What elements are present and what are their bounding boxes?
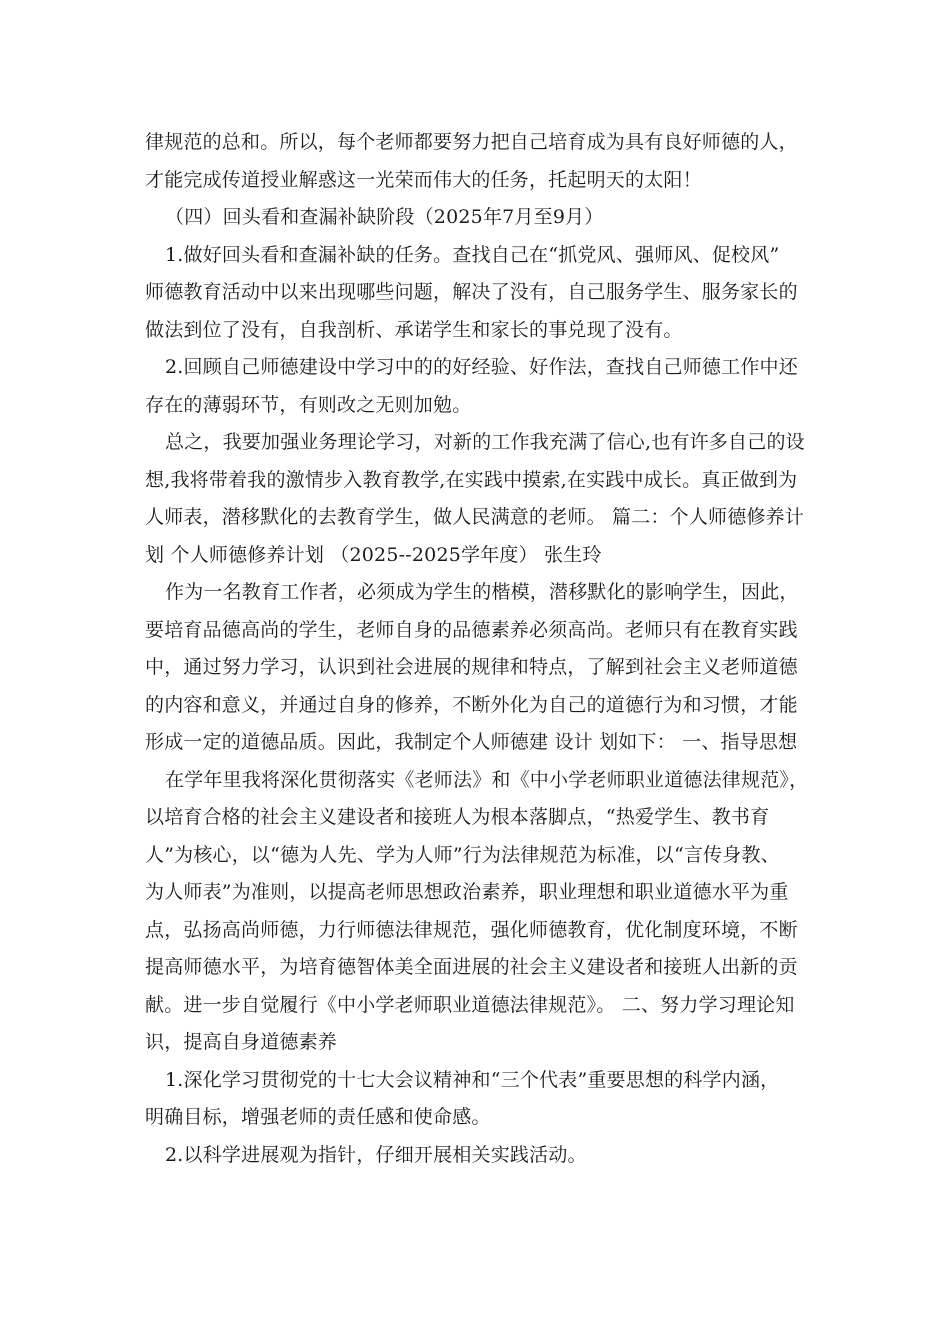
text-line: 点，弘扬高尚师德，力行师德法律规范，强化师德教育，优化制度环境，不断 <box>145 918 798 941</box>
text-line: 2.以科学进展观为指针，仔细开展相关实践活动。 <box>165 1143 587 1166</box>
text-line: 要培育品德高尚的学生，老师自身的品德素养必须高尚。老师只有在教育实践 <box>145 618 798 641</box>
text-line: 师德教育活动中以来出现哪些问题，解决了没有，自己服务学生、服务家长的 <box>145 281 798 303</box>
text-line: 以培育合格的社会主义建设者和接班人为根本落脚点，“热爱学生、教书育 <box>145 806 770 828</box>
text-line: 识，提高自身道德素养 <box>145 1031 338 1053</box>
text-line: 总之，我要加强业务理论学习，对新的工作我充满了信心,也有许多自己的设 <box>165 431 805 453</box>
text-line: 明确目标，增强老师的责任感和使命感。 <box>145 1106 491 1128</box>
text-line: 中，通过努力学习，认识到社会进展的规律和特点，了解到社会主义老师道德 <box>145 656 798 678</box>
text-line: 在学年里我将深化贯彻落实《老师法》和《中小学老师职业道德法律规范》， <box>165 768 809 791</box>
text-line: 作为一名教育工作者，必须成为学生的楷模，潜移默化的影响学生，因此， <box>165 581 799 603</box>
text-line: 献。进一步自觉履行《中小学老师职业道德法律规范》。 二、努力学习理论知 <box>145 993 795 1016</box>
text-line: 的内容和意义，并通过自身的修养，不断外化为自己的道德行为和习惯，才能 <box>145 693 798 716</box>
text-line: 1.深化学习贯彻党的十七大会议精神和“三个代表”重要思想的科学内涵， <box>165 1068 780 1091</box>
text-line: 存在的薄弱环节，有则改之无则加勉。 <box>145 393 472 416</box>
document-body <box>145 124 810 1174</box>
section-heading: （四）回头看和查漏补缺阶段（2025年7月至9月） <box>165 206 604 228</box>
text-line: 做法到位了没有，自我剖析、承诺学生和家长的事兑现了没有。 <box>145 318 683 341</box>
text-line: 人师表，潜移默化的去教育学生，做人民满意的老师。 篇二：个人师德修养计 <box>145 506 805 528</box>
text-line: 1.做好回头看和查漏补缺的任务。查找自己在“抓党风、强师风、促校风” <box>165 243 780 266</box>
text-line: 人”为核心，以“德为人先、学为人师”行为法律规范为标准，以“言传身教、 <box>145 843 780 866</box>
text-line: 律规范的总和。所以，每个老师都要努力把自己培育成为具有良好师德的人， <box>145 131 798 153</box>
text-line: 划 个人师德修养计划 （2025--2025学年度） 张生玲 <box>145 543 602 566</box>
text-line: 形成一定的道德品质。因此，我制定个人师德建 设计 划如下： 一、指导思想 <box>145 731 798 753</box>
text-line: 提高师德水平，为培育德智体美全面进展的社会主义建设者和接班人出新的贡 <box>145 956 798 978</box>
text-line: 为人师表”为准则，以提高老师思想政治素养，职业理想和职业道德水平为重 <box>145 881 789 903</box>
text-line: 才能完成传道授业解惑这一光荣而伟大的任务，托起明天的太阳！ <box>145 168 702 191</box>
text-line: 2.回顾自己师德建设中学习中的的好经验、好作法，查找自己师德工作中还 <box>165 356 798 378</box>
text-line: 想,我将带着我的激情步入教育教学,在实践中摸索,在实践中成长。真正做到为 <box>145 468 798 491</box>
